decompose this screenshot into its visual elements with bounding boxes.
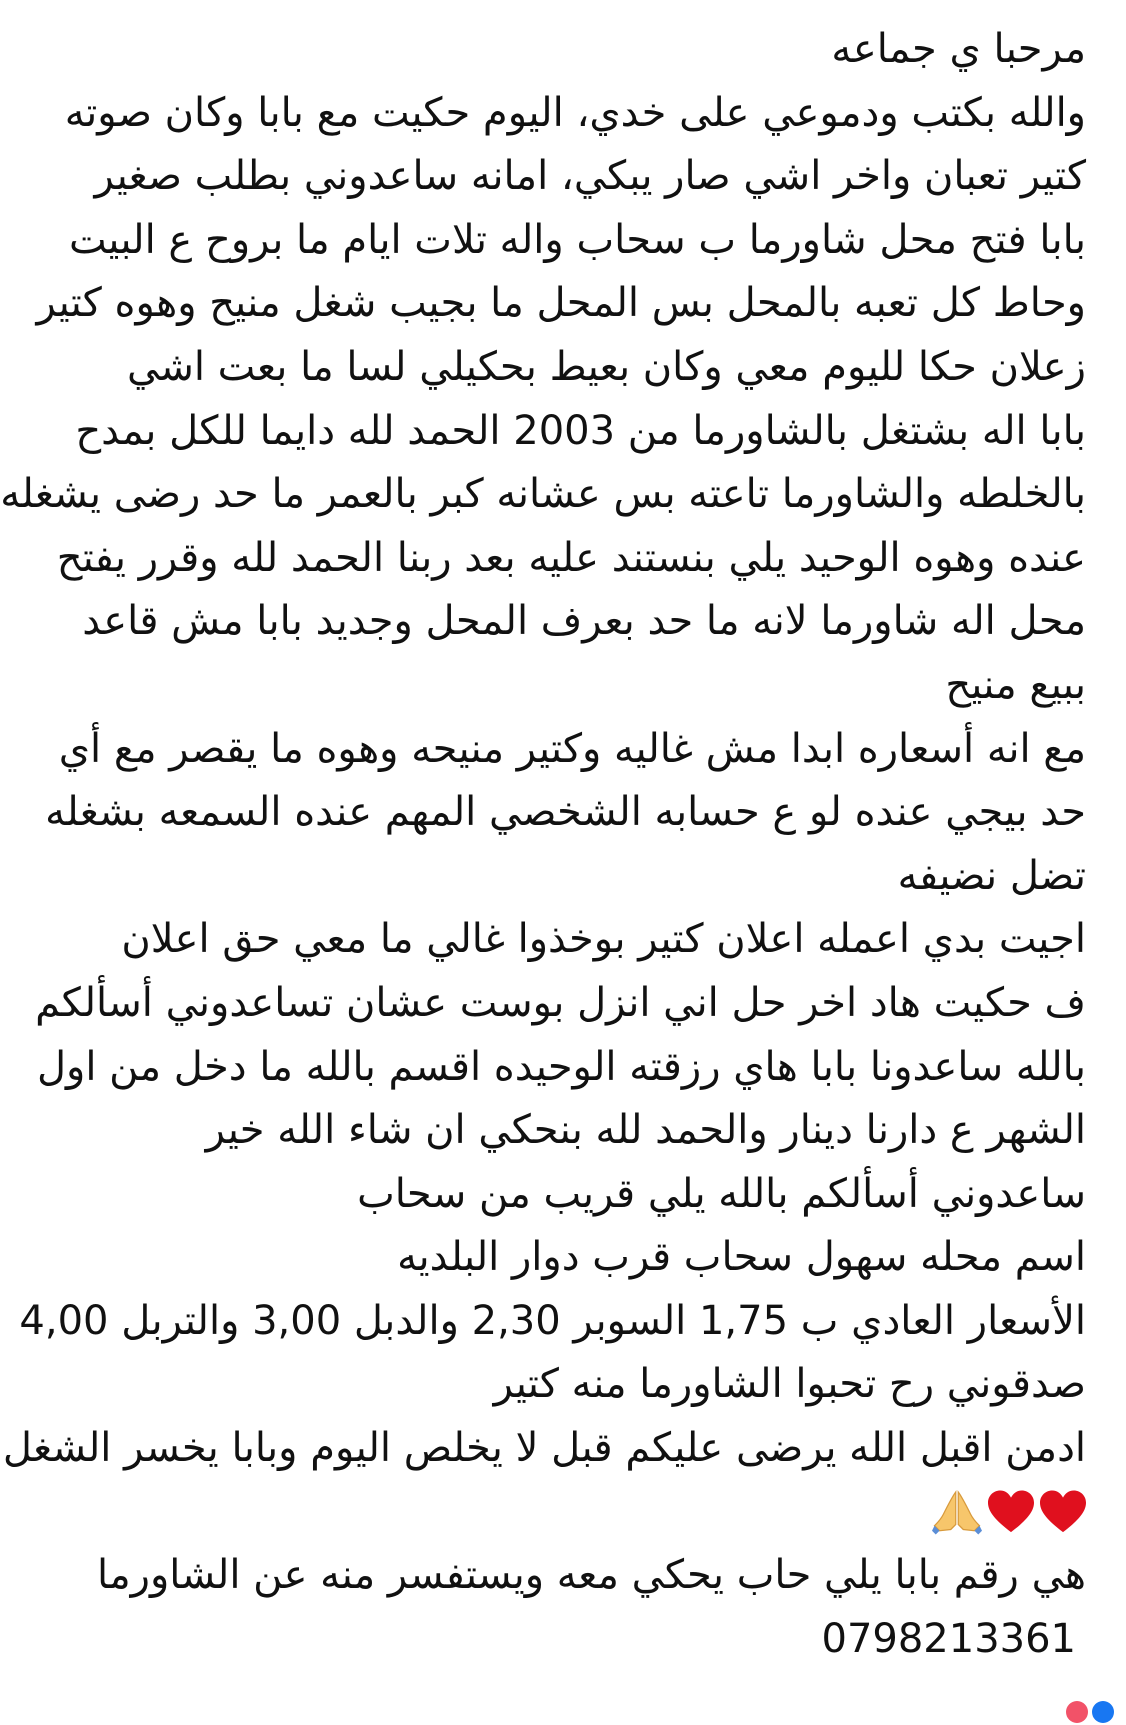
phone-number[interactable]: 0798213361 [821,1615,1076,1662]
post-line: مع انه أسعاره ابدا مش غاليه وكتير منيحه وهوه ما يقصر مع أي [58,725,1086,772]
post-line: ببيع منيح [945,661,1086,708]
post-line: وحاط كل تعبه بالمحل بس المحل ما بجيب شغل منيح وهوه كتير [36,280,1086,327]
post-line: تضل نضيفه [897,852,1086,899]
post-line: والله بكتب ودموعي على خدي، اليوم حكيت مع بابا وكان صوته [64,89,1086,136]
heart-icon [1040,1490,1086,1534]
post-line: عنده وهوه الوحيد يلي بنستند عليه بعد ربنا الحمد لله وقرر يفتح [56,534,1086,581]
post-line: ادمن اقبل الله يرضى عليكم قبل لا يخلص اليوم وبابا يخسر الشغل [2,1425,1086,1472]
post-line: ف حكيت هاد اخر حل اني انزل بوست عشان تساعدوني أسألكم [35,979,1086,1026]
post-line: حد بيجي عنده لو ع حسابه الشخصي المهم عنده السمعه بشغله [45,789,1086,836]
post-line: الأسعار العادي ب 1,75 السوبر 2,30 والدبل 3,00 والتربل 4,00 [19,1297,1086,1344]
emoji-row [76,1481,1086,1545]
post-line: بابا فتح محل شاورما ب سحاب واله تلات ايام ما بروح ع البيت [68,216,1086,263]
post-line: مرحبا ي جماعه [831,26,1086,72]
post-line: اجيت بدي اعمله اعلان كتير بوخذوا غالي ما معي حق اعلان [121,916,1086,963]
reaction-icon [1092,1701,1114,1723]
post-line: اسم محله سهول سحاب قرب دوار البلديه [397,1234,1086,1281]
post-body [0,18,1086,1671]
post-line: صدقوني رح تحبوا الشاورما منه كتير [493,1361,1086,1408]
heart-icon [988,1490,1034,1534]
post-line: بالله ساعدونا بابا هاي رزقته الوحيده اقسم بالله ما دخل من اول [36,1043,1086,1090]
post-line: الشهر ع دارنا دينار والحمد لله بنحكي ان شاء الله خير [205,1107,1086,1154]
post-line: كتير تعبان واخر اشي صار يبكي، امانه ساعدوني بطلب صغير [94,153,1086,200]
post-line: بالخلطه والشاورما تاعته بس عشانه كبر بالعمر ما حد رضى يشغله [0,471,1086,518]
pray-icon [932,1487,982,1537]
reaction-peek [1066,1701,1126,1725]
reaction-icon [1066,1701,1088,1723]
post-line: زعلان حكا لليوم معي وكان بعيط بحكيلي لسا ما بعت اشي [126,343,1086,390]
post-line: ساعدوني أسألكم بالله يلي قريب من سحاب [357,1170,1086,1217]
post-line: محل اله شاورما لانه ما حد بعرف المحل وجديد بابا مش قاعد [82,598,1086,645]
phone-intro: هي رقم بابا يلي حاب يحكي معه ويستفسر منه عن الشاورما [97,1552,1086,1599]
post-line: بابا اله بشتغل بالشاورما من 2003 الحمد لله دايما للكل بمدح [75,407,1086,454]
